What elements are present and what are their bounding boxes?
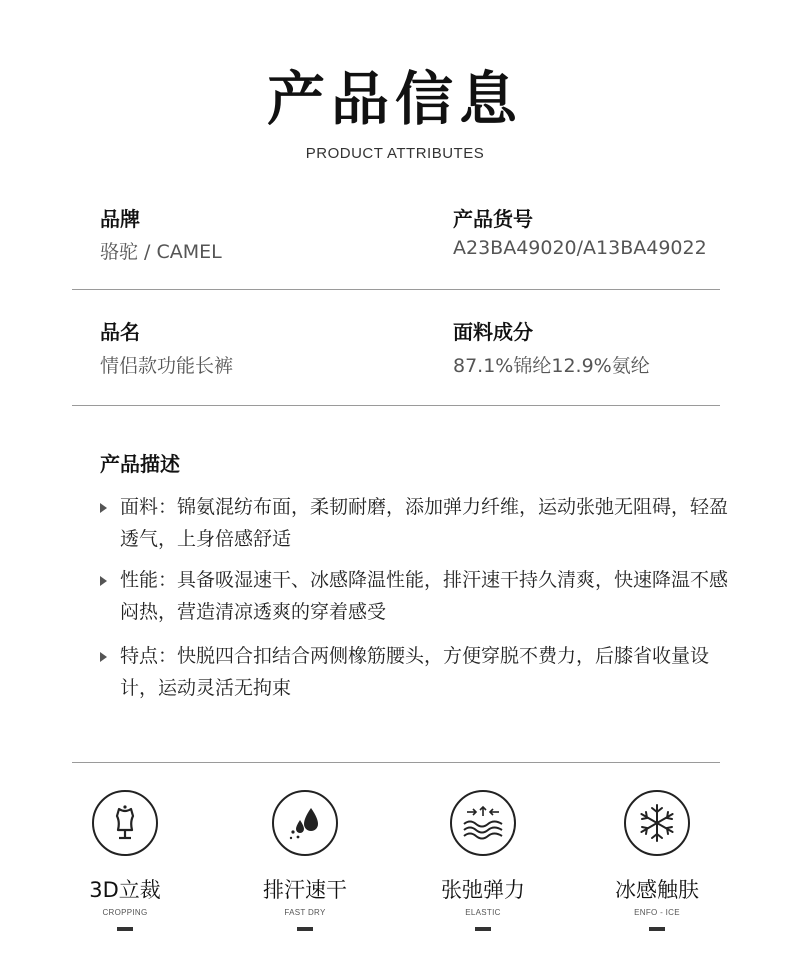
fabric-label: 面料成分 [453, 320, 533, 344]
snowflake-icon [624, 790, 690, 856]
divider [72, 762, 720, 763]
feature-subtitle: FAST DRY [284, 908, 326, 917]
product-code-value: A23BA49020/A13BA49022 [453, 237, 707, 259]
feature-subtitle: CROPPING [102, 908, 148, 917]
dash-decoration [649, 927, 665, 931]
dash-decoration [297, 927, 313, 931]
feature-subtitle: ELASTIC [465, 908, 501, 917]
feature-list [0, 790, 790, 950]
description-item [100, 491, 740, 555]
description-item [100, 640, 740, 704]
feature-elastic [408, 790, 558, 931]
divider [72, 289, 720, 290]
stretch-waves-icon [450, 790, 516, 856]
brand-value: 骆驼 / CAMEL [100, 241, 222, 263]
page-title: 产品信息 [266, 65, 523, 133]
product-name-value: 情侣款功能长裤 [100, 355, 234, 377]
description-item [100, 564, 740, 628]
brand-label: 品牌 [100, 207, 140, 231]
page-subtitle: PRODUCT ATTRIBUTES [305, 145, 485, 162]
feature-title: 张弛弹力 [441, 878, 525, 902]
water-drops-icon [272, 790, 338, 856]
triangle-bullet-icon [100, 652, 107, 662]
product-code-label: 产品货号 [453, 207, 533, 231]
fabric-value: 87.1%锦纶12.9%氨纶 [453, 355, 650, 377]
divider [72, 405, 720, 406]
feature-title: 排汗速干 [263, 878, 347, 902]
description-text: 特点：快脱四合扣结合两侧橡筋腰头，方便穿脱不费力，后膝省收量设计，运动灵活无拘束 [120, 645, 710, 699]
mannequin-icon [92, 790, 158, 856]
description-text: 面料：锦氨混纺布面，柔韧耐磨，添加弹力纤维，运动张弛无阻碍，轻盈透气，上身倍感舒适 [120, 496, 729, 550]
feature-3d-cut [50, 790, 200, 931]
feature-fast-dry [230, 790, 380, 931]
product-name-label: 品名 [100, 320, 140, 344]
dash-decoration [117, 927, 133, 931]
feature-title: 3D立裁 [89, 878, 161, 902]
feature-ice-feel [582, 790, 732, 931]
triangle-bullet-icon [100, 576, 107, 586]
dash-decoration [475, 927, 491, 931]
feature-subtitle: ENFO - ICE [634, 908, 680, 917]
feature-title: 冰感触肤 [615, 878, 699, 902]
triangle-bullet-icon [100, 503, 107, 513]
description-heading: 产品描述 [100, 452, 180, 476]
description-text: 性能：具备吸湿速干、冰感降温性能，排汗速干持久清爽，快速降温不感闷热，营造清凉透爽的穿着感受 [120, 569, 729, 623]
